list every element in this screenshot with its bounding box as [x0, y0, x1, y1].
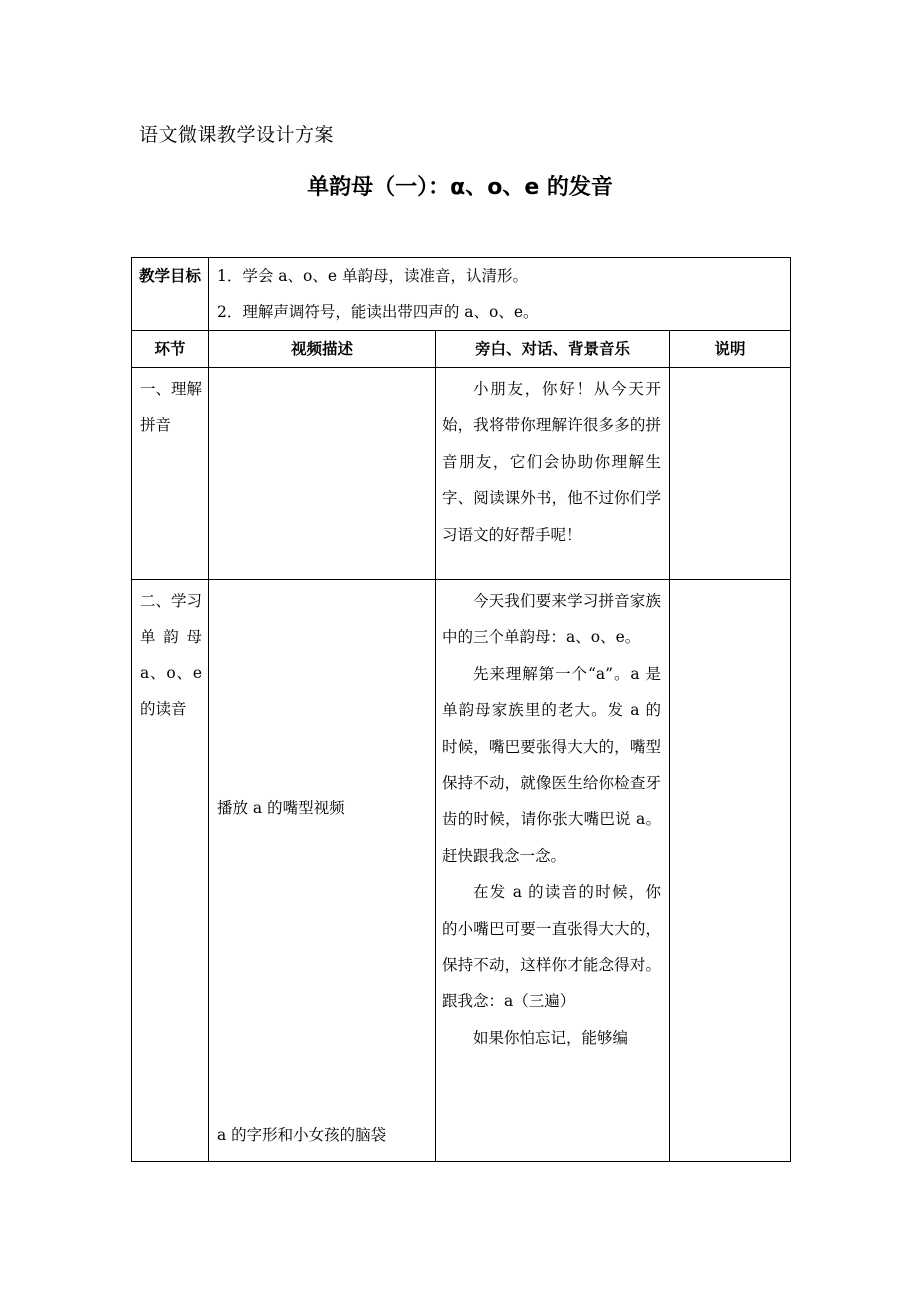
stage-cell: 一、理解拼音	[132, 368, 209, 580]
header-video: 视频描述	[209, 331, 436, 368]
video-description: a 的字形和小女孩的脑袋	[217, 1126, 387, 1144]
lesson-title: 单韵母（一）：α、o、e 的发音	[307, 175, 613, 200]
goals-cell	[209, 258, 791, 331]
stage-cell: 二、学习单韵母 a、o、e 的读音	[132, 580, 209, 1162]
note-cell	[670, 580, 791, 1162]
narration-cell	[436, 368, 670, 580]
header-stage: 环节	[132, 331, 209, 368]
narration-paragraph: 今天我们要来学习拼音家族中的三个单韵母：a、o、e。	[442, 592, 661, 647]
video-description: 播放 a 的嘴型视频	[217, 799, 345, 817]
header-note: 说明	[670, 331, 791, 368]
document-heading: 语文微课教学设计方案	[139, 124, 335, 146]
video-cell	[209, 580, 436, 1162]
narration-cell	[436, 580, 670, 1162]
goal-item: 2．理解声调符号，能读出带四声的 a、o、e。	[217, 303, 539, 321]
narration-paragraph: 小朋友，你好！从今天开始，我将带你理解许很多多的拼音朋友，它们会协助你理解生字、阅读课外书，他不过你们学习语文的好帮手呢！	[442, 380, 661, 544]
table-row	[132, 580, 791, 1162]
narration-paragraph: 先来理解第一个“a”。a 是单韵母家族里的老大。发 a 的时候，嘴巴要张得大大的，嘴型保持不动，就像医生给你检查牙齿的时候，请你张大嘴巴说 a。赶快跟我念一念。	[442, 664, 661, 865]
narration-paragraph: 如果你怕忘记，能够编	[473, 1028, 629, 1047]
table-row	[132, 368, 791, 580]
goals-row	[132, 258, 791, 331]
lesson-plan-table	[131, 257, 791, 1162]
header-narration: 旁白、对话、背景音乐	[436, 331, 670, 368]
note-cell	[670, 368, 791, 580]
goals-label: 教学目标	[132, 258, 209, 331]
narration-paragraph: 在发 a 的读音的时候，你的小嘴巴可要一直张得大大的，保持不动，这样你才能念得对。跟我念：a（三遍）	[442, 883, 661, 1011]
goal-item: 1．学会 a、o、e 单韵母，读准音，认清形。	[217, 267, 528, 285]
header-row	[132, 331, 791, 368]
video-cell	[209, 368, 436, 580]
